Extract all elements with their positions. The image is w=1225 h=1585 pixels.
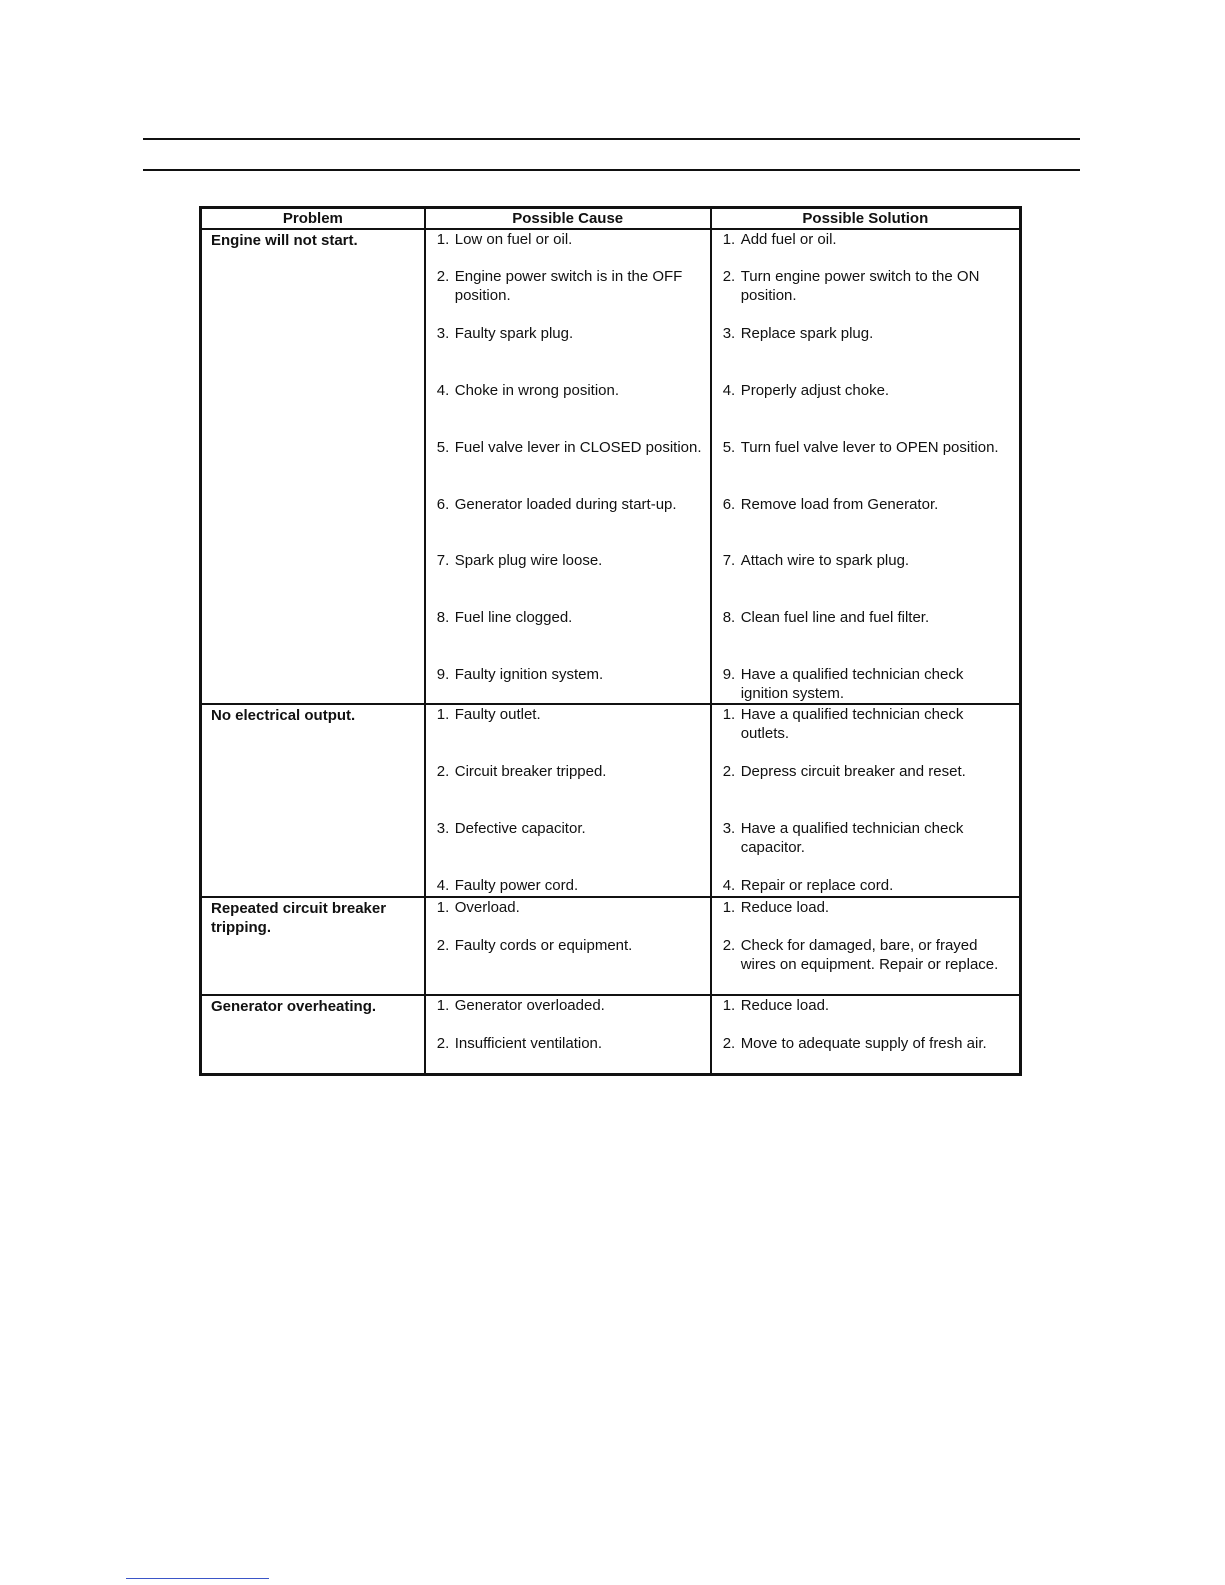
cause-text: Fuel valve lever in CLOSED position. [454,439,702,456]
cause-cell [425,897,711,995]
item-number: 3. [436,325,450,342]
cause-text: Faulty power cord. [454,877,579,894]
item-number: 2. [436,937,450,954]
table-row [201,704,1021,897]
cause-item [426,898,710,936]
solution-text: Replace spark plug. [740,325,874,342]
header-rule-top [143,138,1080,140]
cause-item [426,381,710,438]
solution-item [712,762,1019,819]
item-number: 8. [722,609,736,626]
cause-text: Engine power switch is in the OFF position. [454,268,683,304]
item-number: 1. [436,899,450,916]
table-body [201,229,1021,1075]
item-number: 5. [436,439,450,456]
item-number: 2. [436,268,450,285]
table-header-row [201,208,1021,230]
item-number: 8. [436,609,450,626]
item-number: 3. [722,325,736,342]
problem-cell: Generator overheating. [201,995,425,1075]
item-number: 1. [722,997,736,1014]
solution-text: Turn engine power switch to the ON position. [740,268,980,304]
solution-text: Have a qualified technician check ignition system. [740,666,964,702]
solution-cell [711,229,1021,704]
solution-cell [711,897,1021,995]
solution-text: Repair or replace cord. [740,877,894,894]
solution-item [712,608,1019,665]
item-number: 1. [722,231,736,248]
solution-item [712,996,1019,1034]
solution-cell [711,704,1021,897]
solution-text: Move to adequate supply of fresh air. [740,1035,987,1052]
troubleshooting-table [199,206,1022,1076]
solution-text: Reduce load. [740,997,830,1014]
solution-item [712,665,1019,703]
cause-item [426,230,710,267]
solution-text: Have a qualified technician check capacitor. [740,820,964,856]
solution-item [712,267,1019,324]
item-number: 7. [436,552,450,569]
solution-text: Reduce load. [740,899,830,916]
item-number: 1. [436,997,450,1014]
table-row [201,897,1021,995]
cause-text: Generator loaded during start-up. [454,496,677,513]
cause-text: Overload. [454,899,520,916]
cause-cell [425,229,711,704]
item-number: 2. [722,268,736,285]
solution-item [712,936,1019,994]
cause-item [426,324,710,381]
cause-item [426,267,710,324]
item-number: 1. [436,231,450,248]
cause-text: Spark plug wire loose. [454,552,603,569]
cause-cell [425,995,711,1075]
solution-item [712,495,1019,551]
item-number: 2. [722,1035,736,1052]
item-number: 5. [722,439,736,456]
header-possible-solution: Possible Solution [711,208,1021,230]
solution-text: Remove load from Generator. [740,496,939,513]
cause-item [426,551,710,608]
solution-item [712,819,1019,876]
cause-item [426,665,710,703]
solution-cell [711,995,1021,1075]
problem-cell: No electrical output. [201,704,425,897]
cause-text: Generator overloaded. [454,997,605,1014]
solution-item [712,230,1019,267]
problem-cell: Engine will not start. [201,229,425,704]
item-number: 6. [436,496,450,513]
header-possible-cause: Possible Cause [425,208,711,230]
cause-text: Low on fuel or oil. [454,231,573,248]
cause-text: Circuit breaker tripped. [454,763,607,780]
cause-item [426,705,710,762]
item-number: 4. [436,877,450,894]
solution-text: Have a qualified technician check outlets. [740,706,964,742]
solution-text: Properly adjust choke. [740,382,890,399]
cause-item [426,996,710,1034]
cause-text: Faulty spark plug. [454,325,574,342]
solution-text: Check for damaged, bare, or frayed wires on equipment. Repair or replace. [740,937,999,973]
cause-text: Faulty cords or equipment. [454,937,633,954]
item-number: 2. [722,763,736,780]
solution-item [712,438,1019,495]
cause-item [426,762,710,819]
table-row [201,229,1021,704]
item-number: 9. [436,666,450,683]
cause-item [426,876,710,896]
cause-cell [425,704,711,897]
item-number: 1. [722,706,736,723]
solution-item [712,1034,1019,1073]
item-number: 6. [722,496,736,513]
item-number: 3. [722,820,736,837]
solution-text: Turn fuel valve lever to OPEN position. [740,439,999,456]
item-number: 4. [436,382,450,399]
cause-text: Choke in wrong position. [454,382,620,399]
item-number: 2. [722,937,736,954]
cause-text: Faulty ignition system. [454,666,604,683]
item-number: 4. [722,877,736,894]
item-number: 1. [436,706,450,723]
item-number: 3. [436,820,450,837]
solution-item [712,705,1019,762]
item-number: 4. [722,382,736,399]
solution-item [712,876,1019,896]
header-rule-bottom [143,169,1080,171]
item-number: 9. [722,666,736,683]
problem-cell: Repeated circuit breaker tripping. [201,897,425,995]
solution-item [712,324,1019,381]
cause-text: Insufficient ventilation. [454,1035,603,1052]
cause-item [426,438,710,495]
solution-item [712,551,1019,608]
item-number: 7. [722,552,736,569]
solution-text: Add fuel or oil. [740,231,837,248]
cause-item [426,1034,710,1073]
cause-item [426,819,710,876]
cause-text: Defective capacitor. [454,820,586,837]
cause-item [426,608,710,665]
footnote-rule [126,1578,269,1579]
solution-text: Attach wire to spark plug. [740,552,910,569]
table-row [201,995,1021,1075]
solution-item [712,381,1019,438]
cause-item [426,936,710,994]
solution-text: Clean fuel line and fuel filter. [740,609,930,626]
item-number: 2. [436,763,450,780]
cause-text: Fuel line clogged. [454,609,573,626]
item-number: 1. [722,899,736,916]
cause-item [426,495,710,551]
item-number: 2. [436,1035,450,1052]
header-problem: Problem [201,208,425,230]
solution-text: Depress circuit breaker and reset. [740,763,966,780]
solution-item [712,898,1019,936]
cause-text: Faulty outlet. [454,706,541,723]
